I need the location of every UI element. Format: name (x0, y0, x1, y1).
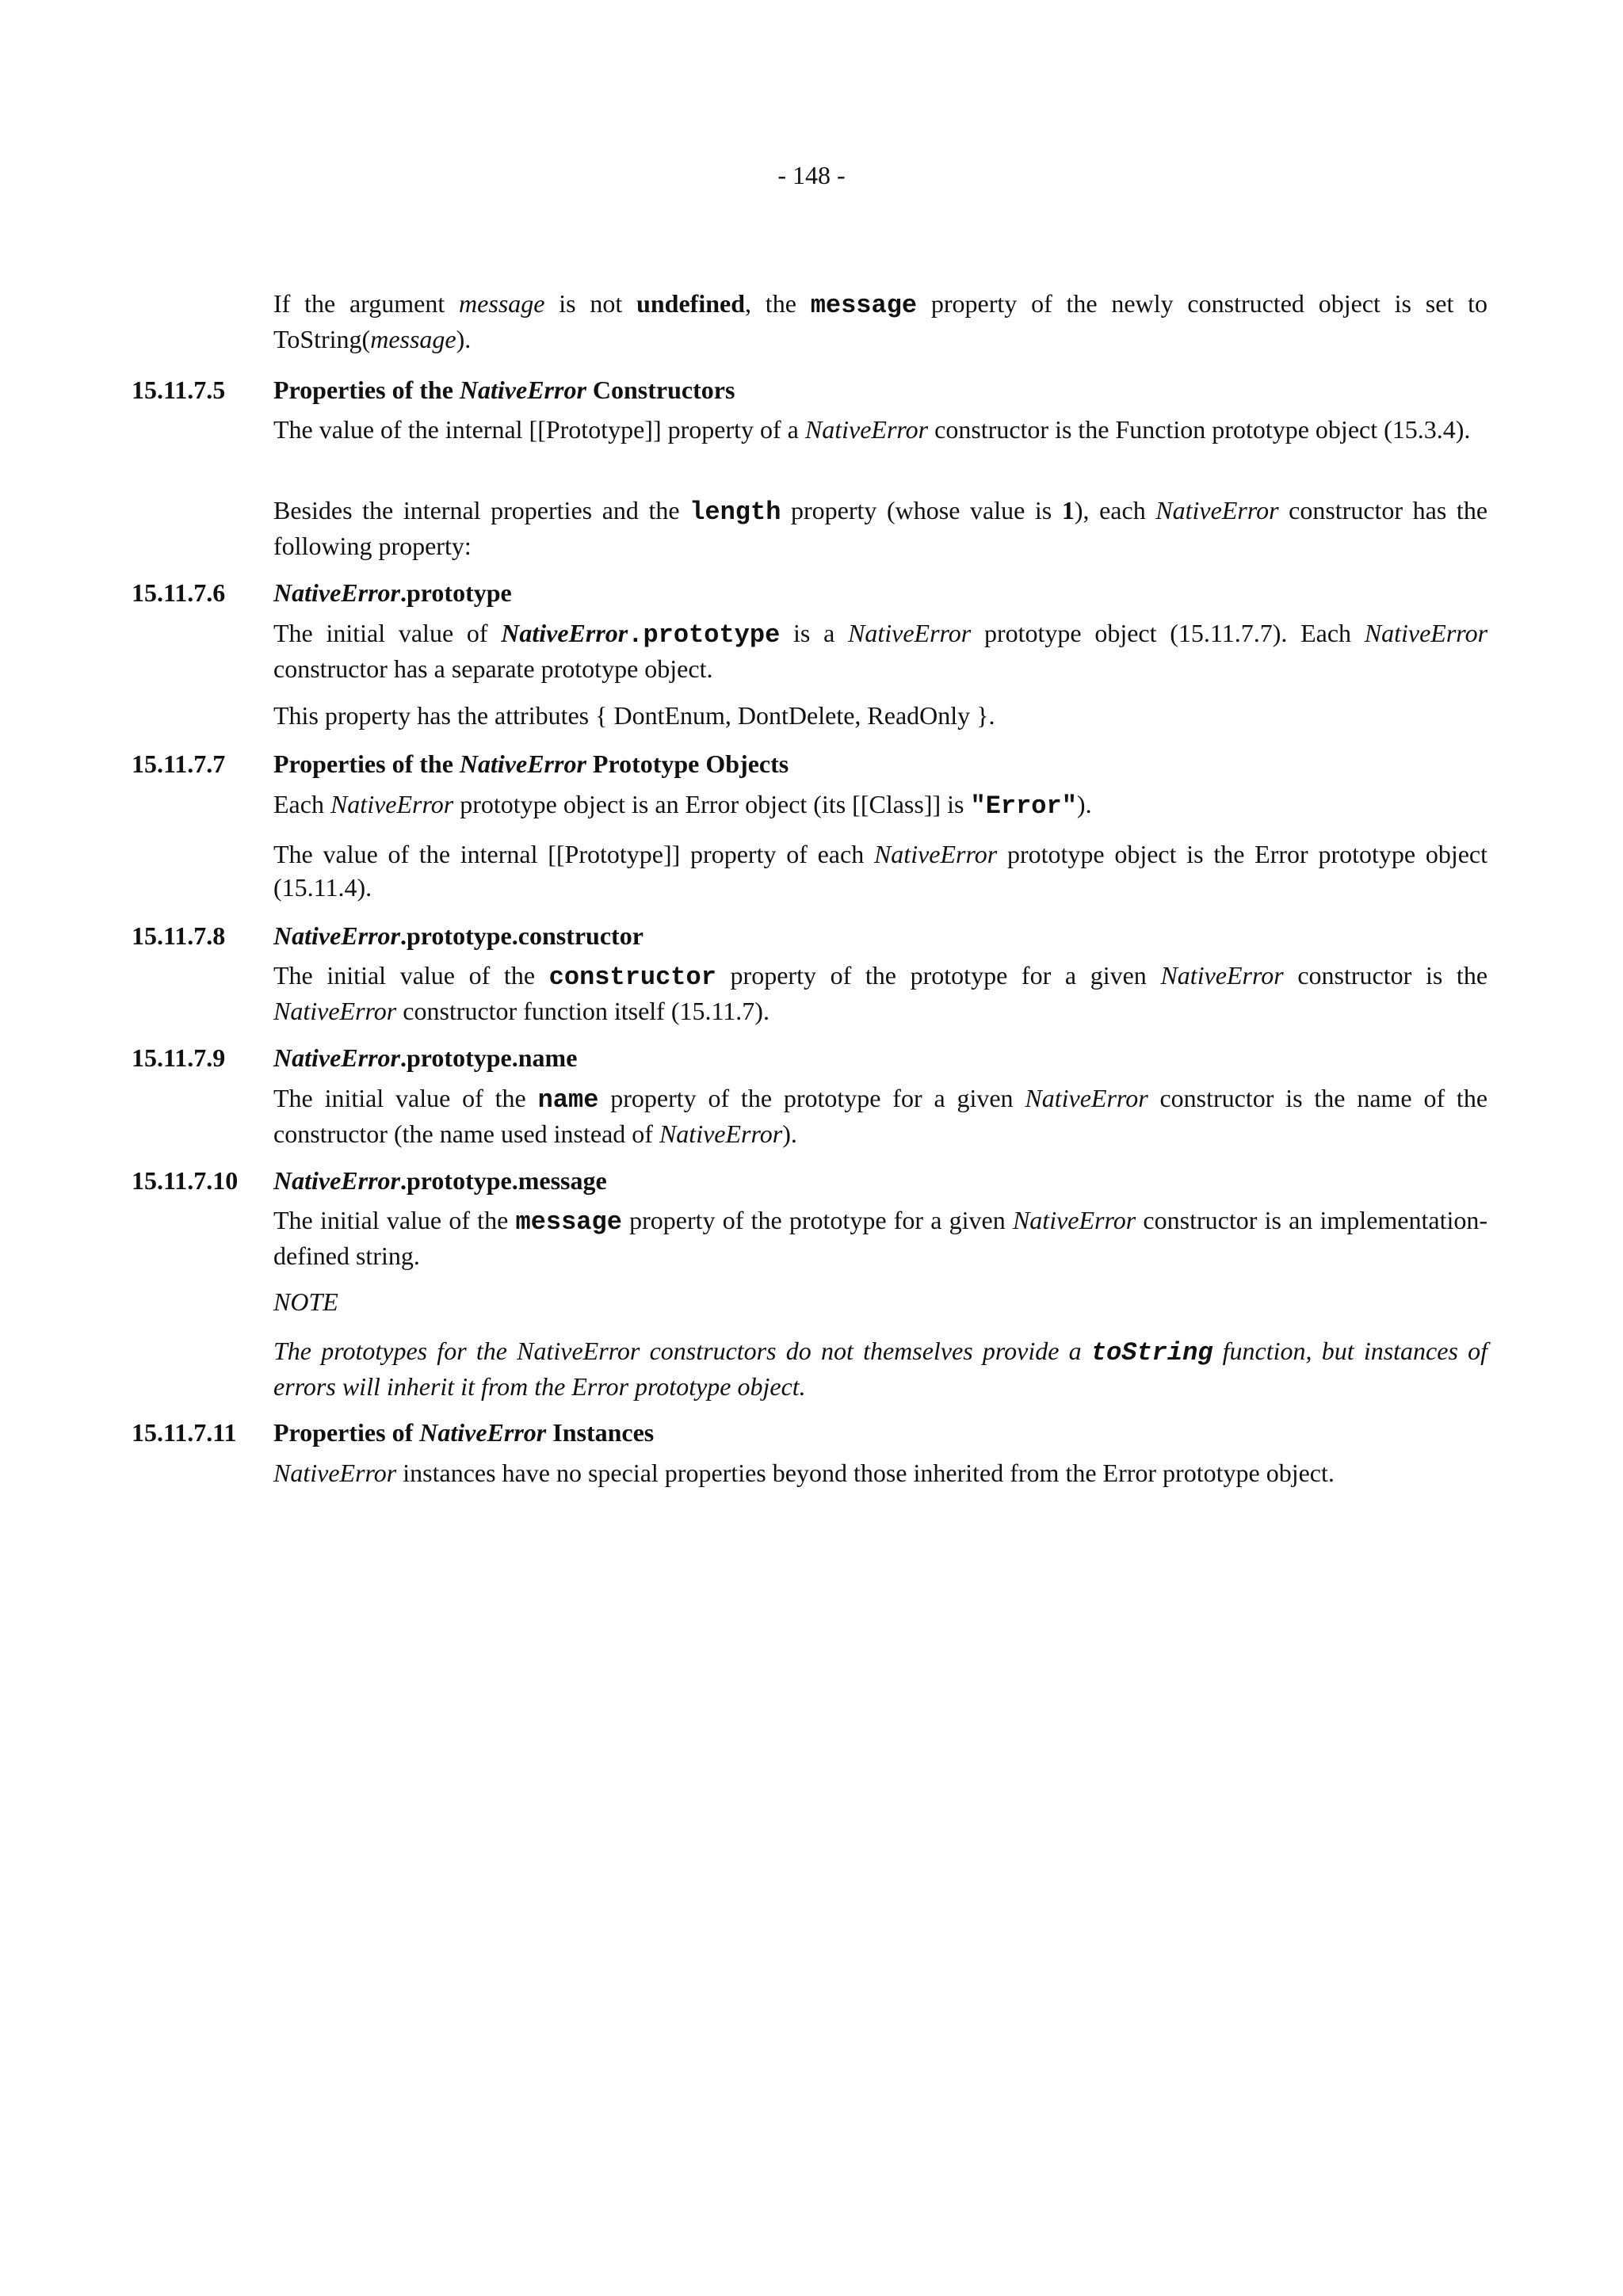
section-heading-15-11-7-5: 15.11.7.5 Properties of the NativeError Constructors (132, 373, 735, 406)
section-number: 15.11.7.9 (132, 1043, 226, 1072)
section-heading-15-11-7-9: 15.11.7.9 NativeError.prototype.name (132, 1041, 577, 1074)
section-15-11-7-5-paragraph-2: Besides the internal properties and the length property (whose value is 1), each NativeError constructor has the following property: (273, 496, 1488, 560)
page-number: - 148 - (777, 161, 846, 189)
note-label: NOTE (273, 1287, 338, 1316)
section-15-11-7-5-paragraph-1: The value of the internal [[Prototype]] property of a NativeError constructor is the Function prototype object (15.3.4). (273, 415, 1471, 444)
section-number: 15.11.7.11 (132, 1418, 237, 1447)
section-heading-15-11-7-6: 15.11.7.6 NativeError.prototype (132, 576, 512, 609)
section-number: 15.11.7.10 (132, 1166, 239, 1195)
section-15-11-7-7-paragraph-1: Each NativeError prototype object is an Error object (its [[Class]] is "Error"). (273, 790, 1092, 821)
section-number: 15.11.7.6 (132, 578, 226, 607)
section-15-11-7-9-paragraph-1: The initial value of the name property of the prototype for a given NativeError constructor is the name of the constructor (the name used instead of NativeError). (273, 1084, 1488, 1148)
intro-paragraph: If the argument message is not undefined, the message property of the newly constructed object is set to ToString(message). (273, 289, 1488, 353)
section-heading-15-11-7-8: 15.11.7.8 NativeError.prototype.constructor (132, 919, 643, 952)
section-heading-15-11-7-7: 15.11.7.7 Properties of the NativeError Prototype Objects (132, 747, 789, 780)
section-15-11-7-6-paragraph-1: The initial value of NativeError.prototype is a NativeError prototype object (15.11.7.7). Each NativeError constructor has a separate prototype object. (273, 619, 1488, 683)
section-number: 15.11.7.7 (132, 749, 226, 778)
section-15-11-7-10-paragraph-1: The initial value of the message property of the prototype for a given NativeError constructor is an implementation-defined string. (273, 1206, 1488, 1270)
section-15-11-7-7-paragraph-2: The value of the internal [[Prototype]] property of each NativeError prototype object is the Error prototype object (15.11.4). (273, 840, 1488, 902)
section-number: 15.11.7.5 (132, 376, 226, 404)
section-number: 15.11.7.8 (132, 921, 226, 950)
section-heading-15-11-7-10: 15.11.7.10 NativeError.prototype.message (132, 1164, 607, 1197)
section-15-11-7-8-paragraph-1: The initial value of the constructor property of the prototype for a given NativeError constructor is the NativeError constructor function itself (15.11.7). (273, 961, 1488, 1025)
section-15-11-7-11-paragraph-1: NativeError instances have no special properties beyond those inherited from the Error prototype object. (273, 1459, 1335, 1487)
section-heading-15-11-7-11: 15.11.7.11 Properties of NativeError Instances (132, 1416, 654, 1449)
section-15-11-7-6-paragraph-2: This property has the attributes { DontEnum, DontDelete, ReadOnly }. (273, 701, 995, 730)
note-text: The prototypes for the NativeError constructors do not themselves provide a toString function, but instances of errors will inherit it from the Error prototype object. (273, 1337, 1488, 1401)
